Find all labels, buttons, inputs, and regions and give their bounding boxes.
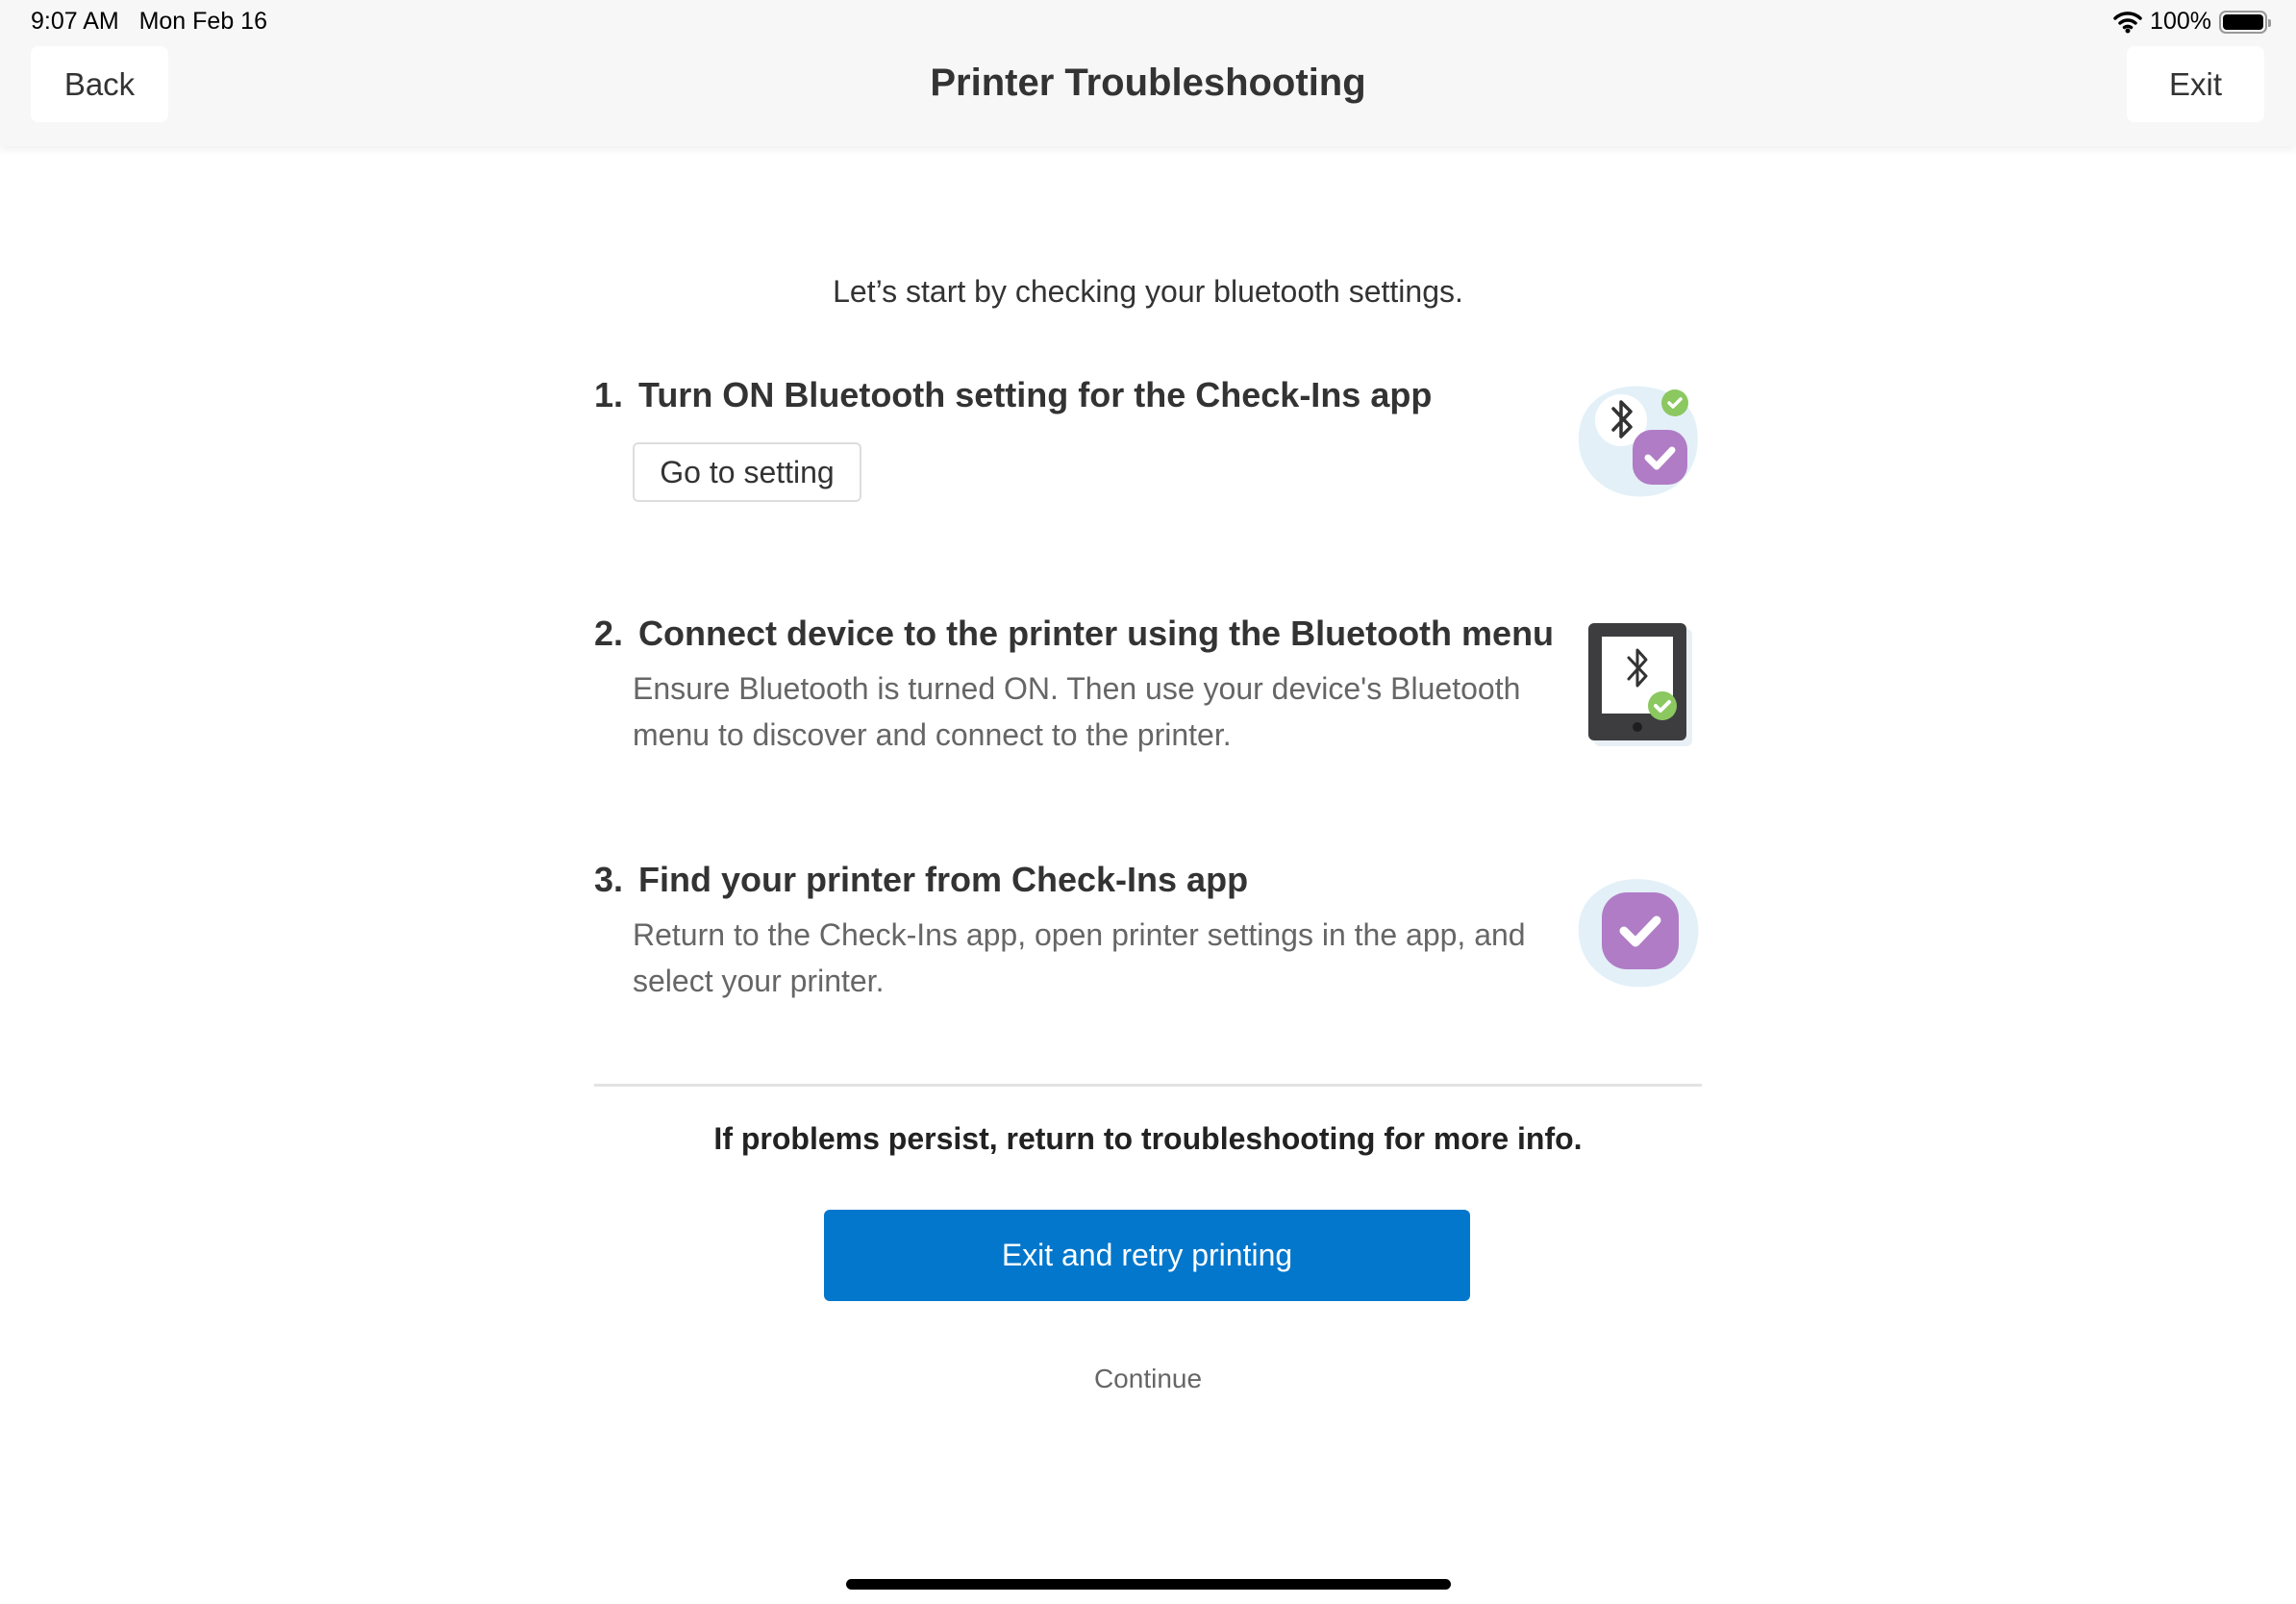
back-button[interactable]: Back [31, 46, 168, 122]
tablet-bluetooth-icon [1586, 621, 1694, 748]
step-1-title: Turn ON Bluetooth setting for the Check-Ins app [638, 375, 1433, 414]
step-2-description: Ensure Bluetooth is turned ON. Then use your device's Bluetooth menu to discover and connect to the printer. [633, 671, 1521, 752]
intro-text: Let’s start by checking your bluetooth settings. [833, 274, 1463, 309]
status-date: Mon Feb 16 [138, 8, 267, 35]
wifi-icon [2113, 11, 2142, 34]
home-indicator[interactable] [846, 1579, 1451, 1590]
step-1-heading [594, 375, 1432, 415]
status-bar-right [2113, 8, 2267, 36]
step-2-title: Connect device to the printer using the Bluetooth menu [638, 614, 1555, 653]
bluetooth-check-icon [1575, 377, 1706, 502]
divider [594, 1084, 1702, 1087]
step-3-title: Find your printer from Check-Ins app [638, 860, 1249, 899]
purple-check-icon [1575, 869, 1706, 992]
nav-header [0, 0, 2296, 146]
step-2-number: 2. [594, 614, 624, 653]
step-3-number: 3. [594, 860, 624, 899]
status-bar-time [31, 8, 267, 36]
step-3-heading [594, 860, 1248, 900]
persist-text: If problems persist, return to troubleshooting for more info. [713, 1121, 1583, 1156]
step-2-heading [594, 614, 1554, 654]
status-time: 9:07 AM [31, 8, 119, 35]
step-3-description: Return to the Check-Ins app, open printer settings in the app, and select your printer. [633, 917, 1526, 998]
battery-percent: 100% [2150, 8, 2211, 35]
page-title: Printer Troubleshooting [930, 62, 1366, 104]
step-1-number: 1. [594, 375, 624, 414]
exit-button[interactable]: Exit [2127, 46, 2264, 122]
exit-and-retry-printing-button[interactable]: Exit and retry printing [824, 1210, 1470, 1301]
continue-link[interactable]: Continue [1093, 1364, 1203, 1393]
go-to-setting-button[interactable]: Go to setting [633, 442, 861, 502]
battery-full-icon [2219, 11, 2267, 34]
